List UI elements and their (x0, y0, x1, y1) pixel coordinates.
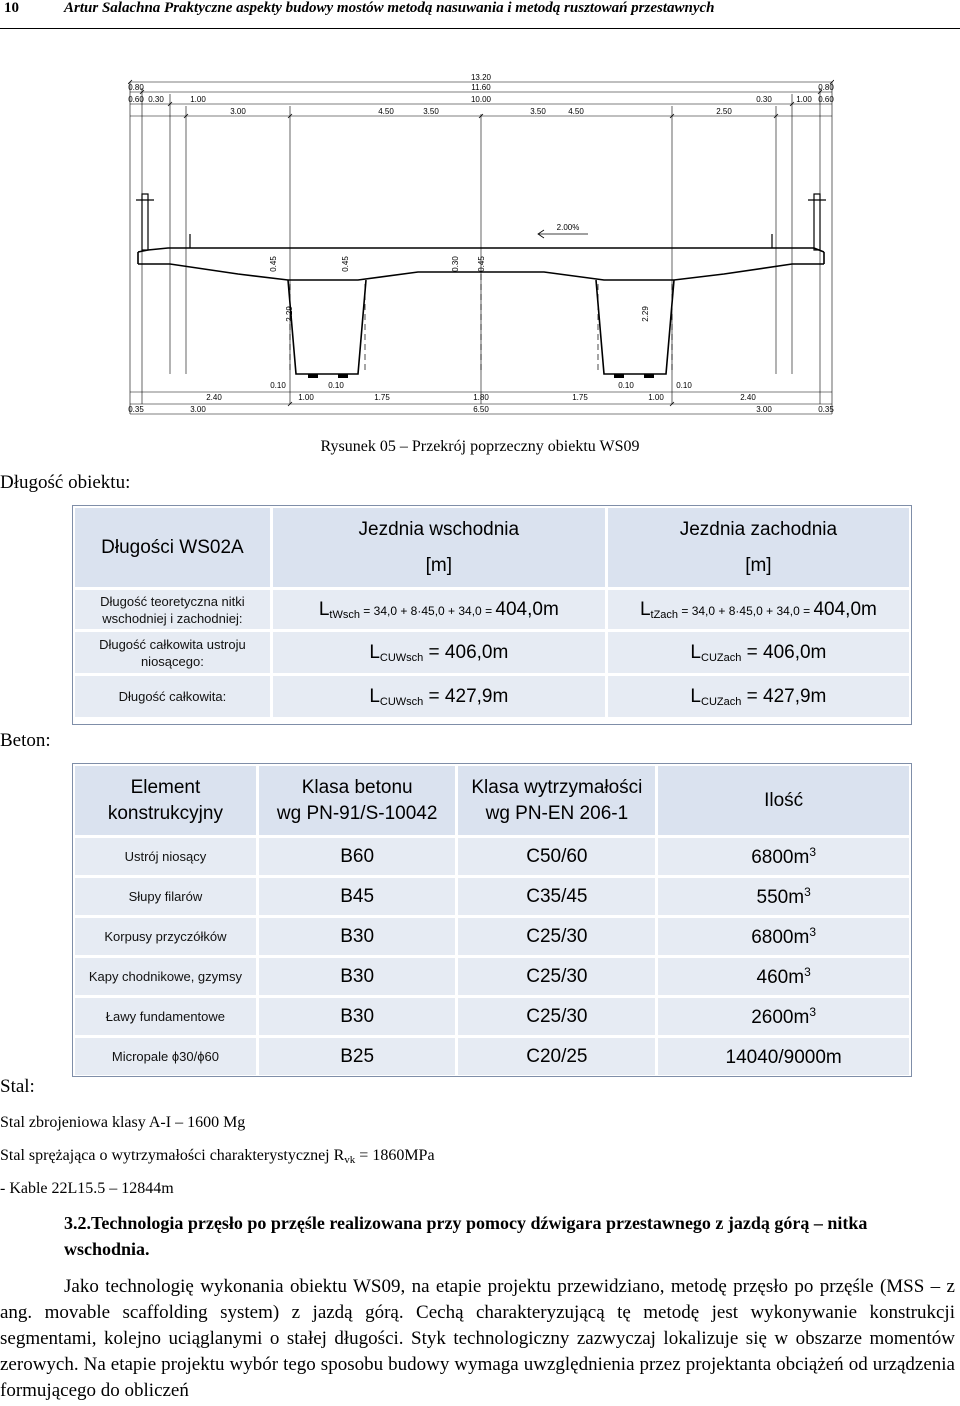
page-number: 10 (4, 0, 19, 16)
dim-label: 0.30 (148, 95, 164, 104)
section-heading: 3.2.Technologia przęsło po przęśle realizowana przy pomocy dźwigara przestawnego z jazdą górą – nitka wschodnia. (64, 1213, 868, 1259)
length-label: Długość obiektu: (0, 472, 131, 493)
prestressing-steel-line: Stal sprężająca o wytrzymałości charakterystycznej $R_{vk} = 1860MPa$ (0, 1147, 435, 1166)
table-row (74, 631, 911, 675)
cell-en-class: C25/30 (457, 917, 657, 957)
cell-element: Ustrój niosący (74, 837, 258, 877)
cables-line: - Kable 22L15.5 – 12844m (0, 1180, 174, 1197)
rebar-steel-line: Stal zbrojeniowa klasy A-I – 1600 Mg (0, 1114, 246, 1131)
length-table-header-name: Długości WS02A (74, 507, 272, 589)
concrete-table (72, 763, 912, 1078)
dim-label: 2.50 (716, 107, 732, 116)
dim-label: 4.50 (378, 107, 394, 116)
steel-label: Stal: (0, 1076, 35, 1097)
dim-label: 0.10 (328, 381, 344, 390)
header-quantity: Ilość (657, 765, 911, 837)
cell-en-class: C50/60 (457, 837, 657, 877)
dim-label: 3.00 (756, 405, 772, 414)
length-table-header-east: Jezdnia wschodnia [m] (271, 507, 606, 589)
dim-label: 13.20 (470, 74, 492, 82)
cross-section-drawing (128, 74, 834, 424)
cell-quantity: $550m^3$ (657, 877, 911, 917)
dim-label: 2.40 (206, 393, 222, 402)
row-label: Długość całkowita: (74, 675, 272, 719)
cell-element: Kapy chodnikowe, gzymsy (74, 957, 258, 997)
dim-label: 0.10 (676, 381, 692, 390)
table-row (74, 589, 911, 631)
length-table (72, 505, 912, 720)
dim-label: 0.80 (128, 83, 144, 92)
cell-quantity: $6800m^3$ (657, 917, 911, 957)
dim-label: 0.10 (618, 381, 634, 390)
cell-en-class: C20/25 (457, 1037, 657, 1077)
dim-label: 1.75 (572, 393, 588, 402)
dim-label: 11.60 (471, 83, 491, 92)
dim-label: 0.80 (818, 83, 834, 92)
dim-label: 0.30 (756, 95, 772, 104)
dim-label: 4.50 (568, 107, 584, 116)
running-title: Artur Salachna Praktyczne aspekty budowy mostów metodą nasuwania i metodą rusztowań przestawnych (64, 0, 715, 16)
dim-label: 0.35 (818, 405, 834, 414)
cell-pn-class: B60 (257, 837, 457, 877)
dim-label: 1.80 (473, 393, 489, 402)
length-table-header-west: Jezdnia zachodnia [m] (606, 507, 910, 589)
dim-label: 2.29 (285, 306, 294, 322)
figure-caption: Rysunek 05 – Przekrój poprzeczny obiektu WS09 (320, 438, 640, 455)
cell-pn-class: B30 (257, 957, 457, 997)
cell-quantity: $460m^3$ (657, 957, 911, 997)
dim-label: 1.00 (796, 95, 812, 104)
row-label: Długość całkowita ustroju niosącego: (74, 631, 272, 675)
west-total-length: $L_{CUZach} = 427,9m$ (606, 675, 910, 719)
cell-element: Micropale ϕ30/ϕ60 (74, 1037, 258, 1077)
cell-element: Korpusy przyczółków (74, 917, 258, 957)
dim-label: 3.50 (530, 107, 546, 116)
dim-label: 1.00 (298, 393, 314, 402)
table-row (74, 997, 911, 1037)
cell-en-class: C35/45 (457, 877, 657, 917)
dim-label: 3.50 (423, 107, 439, 116)
cell-pn-class: B25 (257, 1037, 457, 1077)
concrete-label: Beton: (0, 730, 51, 751)
table-row (74, 957, 911, 997)
cell-quantity: 14040/9000m (657, 1037, 911, 1077)
cell-en-class: C25/30 (457, 997, 657, 1037)
dim-label: 1.00 (190, 95, 206, 104)
dim-label: 6.50 (473, 405, 489, 414)
cell-pn-class: B45 (257, 877, 457, 917)
header-concrete-class-pn: Klasa betonu wg PN-91/S-10042 (257, 765, 457, 837)
dim-label: 0.10 (270, 381, 286, 390)
row-label: Długość teoretyczna nitki wschodniej i zachodniej: (74, 589, 272, 631)
dim-label: 2.29 (641, 306, 650, 322)
west-theoretical-length: $L_{tZach} = 34,0 + 8\cdot 45,0 + 34,0 = 404,0m$ (606, 589, 910, 631)
dim-label: 0.45 (341, 256, 350, 272)
cell-quantity: $2600m^3$ (657, 997, 911, 1037)
dim-label: 2.40 (740, 393, 756, 402)
header-rule (0, 28, 960, 29)
dim-label: 1.75 (374, 393, 390, 402)
dim-label: 3.00 (190, 405, 206, 414)
dim-label: 0.60 (818, 95, 834, 104)
west-superstructure-length: $L_{CUZach} = 406,0m$ (606, 631, 910, 675)
cell-element: Ławy fundamentowe (74, 997, 258, 1037)
dim-label: 3.00 (230, 107, 246, 116)
header-strength-class-en: Klasa wytrzymałości wg PN-EN 206-1 (457, 765, 657, 837)
body-paragraph: Jako technologię wykonania obiektu WS09, na etapie projektu przewidziano, metodę przęsło po przęśle (MSS – z ang. movable scaffolding system) z jazdą górą. Cechą charakteryzującą tę metodę jest wykonywanie konstrukcji segmentami, kolejno uciąglanymi o stałej długości. Styk technologiczny zazwyczaj lokalizuje się w obszarze momentów zerowych. Na etapie projektu wybór tego sposobu budowy wymaga uwzględnienia przez projektanta obciążeń od urządzenia formującego do obliczeń (0, 1276, 955, 1401)
table-row (74, 1037, 911, 1077)
cell-quantity: $6800m^3$ (657, 837, 911, 877)
east-total-length: $L_{CUWsch} = 427,9m$ (271, 675, 606, 719)
cell-pn-class: B30 (257, 917, 457, 957)
east-superstructure-length: $L_{CUWsch} = 406,0m$ (271, 631, 606, 675)
dim-label: 0.60 (128, 95, 144, 104)
cell-pn-class: B30 (257, 997, 457, 1037)
header-element: Element konstrukcyjny (74, 765, 258, 837)
dim-label: 0.35 (128, 405, 144, 414)
table-row (74, 917, 911, 957)
dim-label: 0.45 (269, 256, 278, 272)
cell-en-class: C25/30 (457, 957, 657, 997)
cell-element: Słupy filarów (74, 877, 258, 917)
east-theoretical-length: $L_{tWsch} = 34,0 + 8\cdot 45,0 + 34,0 = 404,0m$ (271, 589, 606, 631)
table-row (74, 837, 911, 877)
dim-label: 1.00 (648, 393, 664, 402)
table-row (74, 877, 911, 917)
dim-label: 0.45 (477, 256, 486, 272)
table-row (74, 675, 911, 719)
slope-label: 2.00% (556, 223, 580, 232)
dim-label: 0.30 (451, 256, 460, 272)
dim-label: 10.00 (470, 95, 492, 104)
